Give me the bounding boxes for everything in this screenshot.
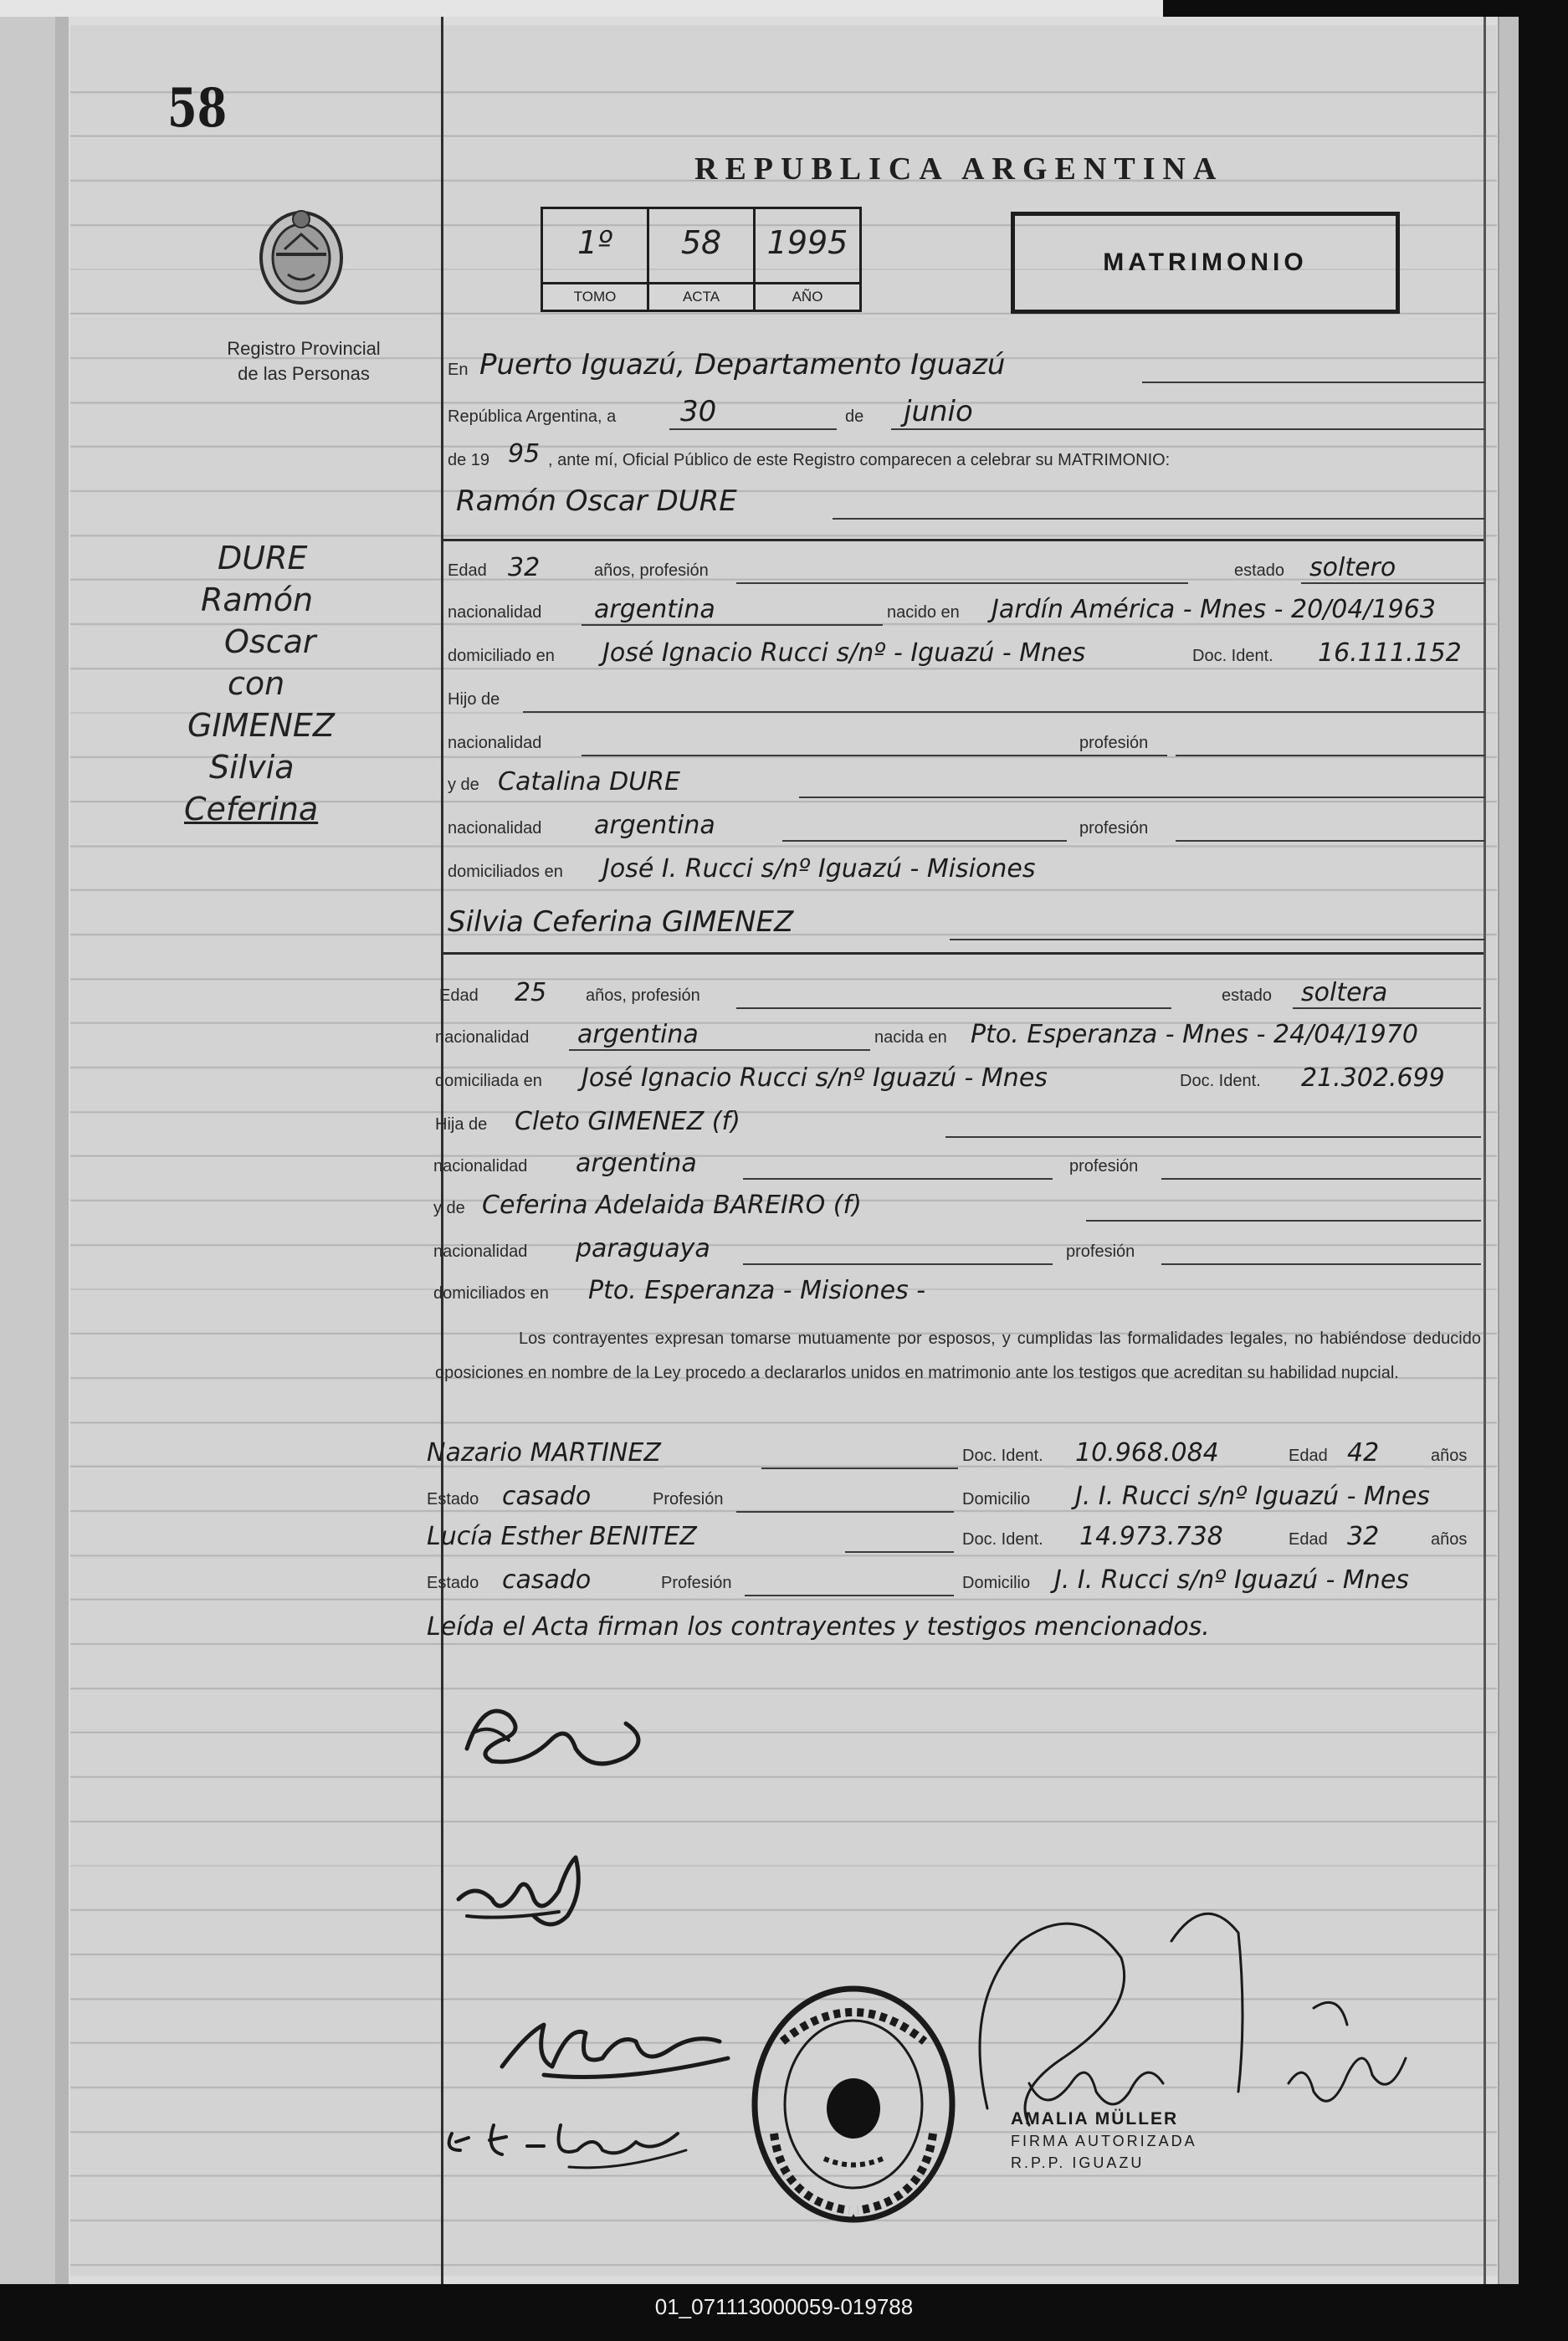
bride-dom-row [435, 1056, 1481, 1094]
estado-label: estado [1234, 561, 1285, 580]
section-divider [442, 952, 1483, 955]
fill-line [523, 711, 1485, 713]
bride-mother: Ceferina Adelaida BAREIRO (f) [482, 1191, 862, 1220]
fill-line [1142, 382, 1485, 383]
document-type: MATRIMONIO [1103, 248, 1308, 276]
bride-father-row [435, 1099, 1481, 1138]
nacionalidad-label: nacionalidad [448, 734, 542, 752]
fill-line [1176, 755, 1485, 756]
coat-of-arms-icon [251, 201, 351, 310]
fill-line [1293, 1007, 1481, 1009]
book-right-edge [1498, 17, 1519, 2284]
witness-1-details-row [427, 1474, 1483, 1513]
year-row [448, 435, 1485, 474]
domiciliados-label: domiciliados en [448, 863, 563, 881]
closing-row [427, 1605, 1483, 1643]
doc-label: Doc. Ident. [1192, 647, 1273, 665]
country-title: REPUBLICA ARGENTINA [694, 151, 1224, 187]
estado-label: Estado [427, 1490, 479, 1509]
place-row [448, 345, 1485, 383]
fill-line [582, 624, 883, 626]
bride-father: Cleto GIMENEZ (f) [515, 1107, 740, 1136]
groom-father-nac-row [448, 718, 1485, 756]
domiciliados-label: domiciliados en [433, 1284, 549, 1303]
book-binding [55, 17, 69, 2284]
bride-domicilio: José Ignacio Rucci s/nº Iguazú - Mnes [582, 1063, 1048, 1093]
bride-nacida: Pto. Esperanza - Mnes - 24/04/1970 [971, 1020, 1418, 1049]
doc-label: Doc. Ident. [962, 1447, 1043, 1465]
groom-mother: Catalina DURE [498, 767, 680, 797]
edad-label: Edad [439, 986, 479, 1005]
ledger-page [0, 17, 1519, 2284]
fill-line [1301, 582, 1485, 584]
republica-label: República Argentina, a [448, 407, 617, 426]
fill-line [736, 582, 1188, 584]
witness-1-name: Nazario MARTINEZ [427, 1438, 661, 1468]
witness-2-doc: 14.973.738 [1079, 1522, 1223, 1551]
bride-parents-dom-row [433, 1268, 1481, 1307]
groom-dom-row [448, 631, 1485, 669]
signature-block [1011, 2108, 1262, 2174]
groom-father-row [448, 674, 1485, 713]
witness-2-name: Lucía Esther BENITEZ [427, 1522, 697, 1551]
witness-1-domicilio: J. I. Rucci s/nº Iguazú - Mnes [1075, 1482, 1430, 1511]
margin-line: DURE [218, 540, 308, 576]
profesion-label: Profesión [661, 1574, 732, 1592]
registry-name [191, 336, 417, 387]
registry-line: de las Personas [238, 363, 370, 384]
book-left-edge [0, 17, 57, 2284]
page-number: 58 [167, 77, 228, 140]
witness-1-signature [494, 2000, 745, 2092]
groom-edad-row [448, 546, 1485, 584]
anos-label: años [1431, 1447, 1468, 1465]
bride-father-nac: argentina [576, 1149, 697, 1178]
declaration-text: Los contrayentes expresan tomarse mutuamente por esposos, y cumplidas las formalidades legales, no habiéndose deducido oposiciones en nombre de la Ley procedo a declararlos unidos en matrimonio ante los testigos que acreditan su habilidad nupcial. [435, 1329, 1481, 1382]
groom-doc: 16.111.152 [1318, 638, 1462, 668]
margin-line: Silvia [209, 749, 295, 786]
groom-nac-row [448, 587, 1485, 626]
groom-nacido: Jardín América - Mnes - 20/04/1963 [992, 595, 1436, 624]
groom-nacionalidad: argentina [594, 595, 715, 624]
fill-line [743, 1178, 1053, 1180]
fill-line [669, 428, 837, 430]
statement-text: , ante mí, Oficial Público de este Registro comparecen a celebrar su MATRIMONIO: [548, 451, 1171, 469]
doc-label: Doc. Ident. [962, 1530, 1043, 1549]
bride-parents-dom: Pto. Esperanza - Misiones - [588, 1276, 926, 1305]
en-label: En [448, 361, 469, 379]
bride-name: Silvia Ceferina GIMENEZ [448, 905, 794, 939]
profesion-label: profesión [1069, 1157, 1139, 1176]
domicilio-label: domiciliado en [448, 647, 555, 665]
registry-line: Registro Provincial [227, 338, 381, 359]
official-stamp-icon [749, 1983, 958, 2226]
bride-edad: 25 [515, 978, 547, 1007]
profesion-label: años, profesión [594, 561, 709, 580]
fill-line [745, 1595, 954, 1596]
estado-label: estado [1222, 986, 1273, 1005]
bride-nacionalidad: argentina [577, 1020, 699, 1049]
fill-line [950, 939, 1485, 940]
groom-mother-nac: argentina [594, 811, 715, 840]
signatory-office: R.P.P. IGUAZU [1011, 2154, 1145, 2171]
groom-mother-nac-row [448, 803, 1485, 842]
signatory-name: AMALIA MÜLLER [1011, 2109, 1179, 2128]
mother-label: y de [448, 776, 479, 794]
fill-line [833, 518, 1485, 520]
witness-1-estado: casado [502, 1482, 592, 1511]
year-prefix: de 19 [448, 451, 490, 469]
profesion-label: años, profesión [586, 986, 700, 1005]
edad-label: Edad [1289, 1530, 1328, 1549]
edad-label: Edad [1289, 1447, 1328, 1465]
margin-line: Oscar [224, 623, 316, 660]
bride-mother-nac-row [433, 1227, 1481, 1265]
groom-edad: 32 [508, 553, 541, 582]
nacionalidad-label: nacionalidad [448, 819, 542, 838]
fill-line [782, 840, 1067, 842]
acta-cell [649, 209, 756, 310]
margin-line: Ceferina [184, 791, 319, 827]
hijo-label: Hijo de [448, 690, 500, 709]
ano-value: 1995 [766, 224, 848, 261]
fill-line [845, 1551, 954, 1553]
profesion-label: profesión [1066, 1242, 1135, 1261]
domicilio-label: Domicilio [962, 1490, 1031, 1509]
groom-name-row [448, 481, 1485, 520]
fill-line [569, 1049, 870, 1051]
hija-label: Hija de [435, 1115, 488, 1134]
acta-value: 58 [680, 224, 722, 261]
day-value: 30 [680, 395, 717, 428]
section-divider [442, 539, 1483, 541]
fill-line [891, 428, 1485, 430]
witness-2-estado: casado [502, 1565, 592, 1595]
estado-label: Estado [427, 1574, 479, 1592]
fill-line [799, 797, 1485, 798]
doc-label: Doc. Ident. [1180, 1072, 1261, 1090]
place-value: Puerto Iguazú, Departamento Iguazú [479, 348, 1006, 382]
fill-line [1161, 1263, 1481, 1265]
closing-text: Leída el Acta firman los contrayentes y testigos mencionados. [427, 1612, 1210, 1642]
bride-mother-row [433, 1183, 1481, 1222]
fill-line [1161, 1178, 1481, 1180]
tomo-label: TOMO [543, 282, 647, 310]
domicilio-label: domiciliada en [435, 1072, 542, 1090]
groom-parents-dom: José I. Rucci s/nº Iguazú - Misiones [602, 854, 1036, 884]
witness-2-row [427, 1514, 1483, 1553]
bride-doc: 21.302.699 [1301, 1063, 1445, 1093]
witness-2-edad: 32 [1347, 1522, 1380, 1551]
ano-cell [756, 209, 859, 310]
groom-domicilio: José Ignacio Rucci s/nº - Iguazú - Mnes [602, 638, 1086, 668]
margin-annotation [167, 537, 385, 830]
date-row [448, 392, 1485, 430]
bride-nac-row [435, 1012, 1481, 1051]
bride-father-nac-row [433, 1141, 1481, 1180]
ano-label: AÑO [756, 282, 859, 310]
nacionalidad-label: nacionalidad [435, 1028, 530, 1047]
nacionalidad-label: nacionalidad [433, 1157, 528, 1176]
fill-line [743, 1263, 1053, 1265]
year-suffix: 95 [508, 439, 541, 469]
fill-line [1086, 1220, 1481, 1222]
fill-line [582, 755, 1167, 756]
fill-line [1176, 840, 1485, 842]
witness-1-row [427, 1431, 1483, 1469]
witness-2-details-row [427, 1558, 1483, 1596]
groom-estado: soltero [1309, 553, 1396, 582]
de-label: de [845, 407, 864, 426]
witness-1-doc: 10.968.084 [1075, 1438, 1219, 1468]
groom-mother-row [448, 760, 1485, 798]
record-number-box [541, 207, 862, 312]
bride-edad-row [439, 971, 1481, 1009]
bride-signature [450, 1841, 617, 1941]
nacionalidad-label: nacionalidad [448, 603, 542, 622]
profesion-label: profesión [1079, 819, 1149, 838]
groom-parents-dom-row [448, 847, 1485, 885]
mother-label: y de [433, 1199, 465, 1217]
fill-line [761, 1468, 958, 1469]
acta-label: ACTA [649, 282, 753, 310]
witness-2-domicilio: J. I. Rucci s/nº Iguazú - Mnes [1054, 1565, 1409, 1595]
groom-signature [459, 1690, 659, 1782]
edad-label: Edad [448, 561, 487, 580]
nacido-label: nacido en [887, 603, 960, 622]
nacionalidad-label: nacionalidad [433, 1242, 528, 1261]
margin-line: con [228, 665, 285, 702]
groom-name: Ramón Oscar DURE [456, 484, 737, 518]
nacida-label: nacida en [874, 1028, 947, 1047]
fill-line [736, 1511, 954, 1513]
margin-line: GIMENEZ [187, 707, 335, 744]
bride-name-row [448, 902, 1485, 940]
anos-label: años [1431, 1530, 1468, 1549]
profesion-label: Profesión [653, 1490, 724, 1509]
bride-mother-nac: paraguaya [576, 1234, 710, 1263]
tomo-value: 1º [576, 224, 613, 261]
document-type-box [1011, 212, 1400, 314]
fill-line [945, 1136, 1481, 1138]
fill-line [736, 1007, 1171, 1009]
month-value: junio [904, 395, 973, 428]
registrar-signature [954, 1891, 1422, 2142]
profesion-label: profesión [1079, 734, 1149, 752]
domicilio-label: Domicilio [962, 1574, 1031, 1592]
tomo-cell [543, 209, 649, 310]
scan-id: 01_071113000059-019788 [654, 2294, 914, 2319]
witness-2-signature [435, 2100, 703, 2184]
margin-line: Ramón [201, 581, 314, 618]
signatory-role: FIRMA AUTORIZADA [1011, 2133, 1197, 2149]
witness-1-edad: 42 [1347, 1438, 1380, 1468]
bride-estado: soltera [1301, 978, 1388, 1007]
